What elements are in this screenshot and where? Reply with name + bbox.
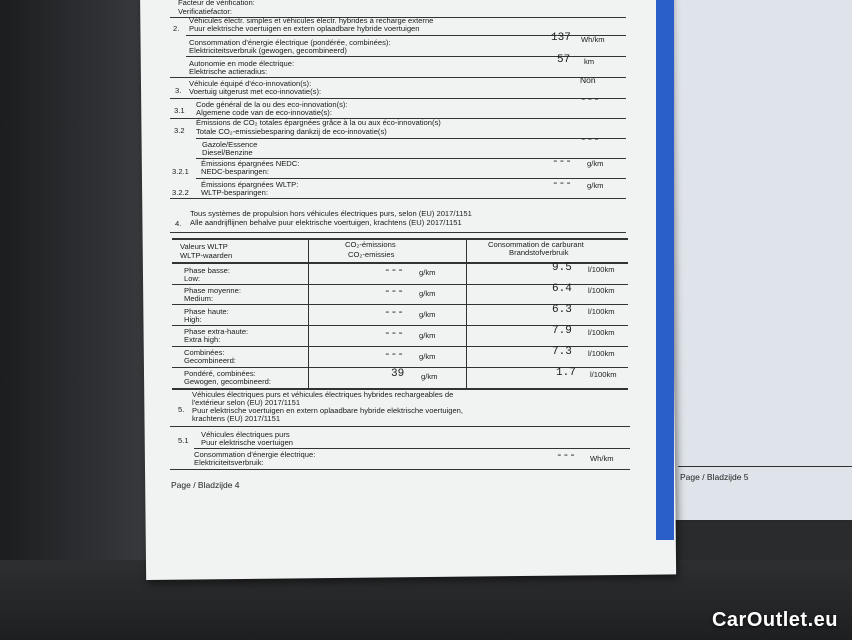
divider — [170, 77, 626, 78]
header-line-2: Verificatiefactor: — [178, 7, 233, 16]
row-label-nl: Gecombineerd: — [184, 356, 236, 365]
eco-innovation-value: Non — [580, 75, 596, 85]
nedc-nl: NEDC-besparingen: — [201, 167, 269, 176]
co2-unit: g/km — [419, 310, 436, 319]
co2-value: --- — [384, 265, 404, 277]
fuel-type-fr: Gazole/Essence — [202, 140, 258, 149]
fuel-value: 7.3 — [552, 346, 572, 358]
divider — [170, 426, 630, 427]
header-line-1: Facteur de vérification: — [178, 0, 255, 7]
section-3-nl: Voertuig uitgerust met eco-innovatie(s): — [189, 87, 322, 96]
co2-unit: g/km — [419, 331, 436, 340]
section-2-fr: Véhicules électr. simples et véhicules électr. hybrides à recharge externe — [189, 16, 434, 25]
fuel-unit: l/100km — [588, 265, 615, 274]
co2-unit: g/km — [419, 289, 436, 298]
range-unit: km — [584, 57, 595, 66]
fuel-value: 6.4 — [552, 283, 572, 295]
row-label-nl: Extra high: — [184, 335, 221, 344]
section-number: 3.2.1 — [172, 167, 189, 176]
fuel-unit: l/100km — [588, 328, 615, 337]
section-number: 3.2 — [174, 126, 185, 135]
table-header-fuel-fr: Consommation de carburant — [488, 240, 584, 249]
consumption-nl: Elektriciteitsverbruik (gewogen, gecombineerd) — [189, 46, 347, 55]
nedc-fr: Émissions épargnées NEDC: — [201, 159, 300, 168]
page-4-footer: Page / Bladzijde 4 — [171, 480, 240, 490]
co2-value: --- — [384, 328, 404, 340]
table-header-co2-fr: CO₂-émissions — [345, 240, 396, 249]
fuel-value: 6.3 — [552, 304, 572, 316]
row-label-fr: Pondéré, combinées: — [184, 369, 256, 378]
row-label-nl: Low: — [184, 274, 201, 283]
divider — [170, 232, 626, 233]
row-label-fr: Phase basse: — [184, 266, 231, 275]
section-3-2-fr: Émissions de CO₂ totales épargnées grâce à la ou aux éco-innovation(s) — [196, 118, 441, 127]
co2-unit: g/km — [421, 372, 438, 381]
nedc-value: --- — [552, 156, 572, 168]
range-fr: Autonomie en mode électrique: — [189, 59, 295, 68]
co2-value: --- — [384, 349, 404, 361]
section-number: 4. — [175, 219, 182, 228]
row-label-fr: Phase extra-haute: — [184, 327, 249, 336]
consumption-value: 137 — [551, 32, 571, 44]
section-number: 3.1 — [174, 106, 185, 115]
wltp-savings-value: --- — [552, 178, 572, 190]
fuel-unit: l/100km — [588, 349, 615, 358]
ev-consumption-unit: Wh/km — [590, 454, 614, 463]
fuel-unit: l/100km — [590, 370, 617, 379]
section-number: 3. — [175, 86, 182, 95]
divider — [170, 469, 630, 470]
section-4-nl: Alle aandrijflijnen behalve puur elektrische voertuigen, krachtens (EU) 2017/1151 — [190, 218, 462, 227]
co2-value: --- — [384, 307, 404, 319]
section-3-2-nl: Totale CO₂-emissiebesparing dankzij de eco-innovatie(s) — [196, 127, 387, 136]
ev-consumption-fr: Consommation d'énergie électrique: — [194, 450, 316, 459]
consumption-fr: Consommation d'énergie électrique (pondérée, combinées): — [189, 38, 391, 47]
divider — [170, 98, 626, 99]
co2-value: 39 — [391, 368, 405, 380]
page-5-footer: Page / Bladzijde 5 — [680, 472, 749, 482]
fuel-value: 9.5 — [552, 262, 572, 274]
section-4-fr: Tous systèmes de propulsion hors véhicules électriques purs, selon (EU) 2017/1151 — [190, 209, 472, 218]
section-5-nl-2: krachtens (EU) 2017/1151 — [192, 414, 281, 423]
divider — [170, 198, 626, 199]
section-5-1-fr: Véhicules électriques purs — [201, 430, 290, 439]
consumption-unit: Wh/km — [581, 35, 605, 44]
section-number: 3.2.2 — [172, 188, 189, 197]
row-label-fr: Combinées: — [184, 348, 225, 357]
ev-consumption-value: --- — [556, 450, 576, 462]
fuel-type-nl: Diesel/Benzine — [202, 148, 253, 157]
section-2-nl: Puur elektrische voertuigen en extern oplaadbare hybride voertuigen — [189, 24, 420, 33]
range-nl: Elektrische actieradius: — [189, 67, 268, 76]
table-header-fuel-nl: Brandstofverbruik — [509, 248, 569, 257]
fuel-unit: l/100km — [588, 286, 615, 295]
table-header-co2-nl: CO₂-emissies — [348, 250, 395, 259]
section-5-fr-2: l'extérieur selon (EU) 2017/1151 — [192, 398, 301, 407]
section-number: 2. — [173, 24, 180, 33]
range-value: 57 — [557, 54, 571, 66]
caroutlet-watermark: CarOutlet.eu — [711, 609, 838, 631]
section-5-fr-1: Véhicules électriques purs et véhicules électriques hybrides rechargeables de — [192, 390, 454, 399]
table-header-values-nl: WLTP-waarden — [180, 251, 233, 260]
fuel-value: 1.7 — [556, 367, 576, 379]
wltp-savings-fr: Émissions épargnées WLTP: — [201, 180, 299, 189]
fuel-value: 7.9 — [552, 325, 572, 337]
row-label-nl: Medium: — [184, 294, 214, 303]
co2-value: --- — [384, 286, 404, 298]
wltp-savings-unit: g/km — [587, 181, 604, 190]
section-3-1-nl: Algemene code van de eco-innovatie(s): — [196, 108, 332, 117]
table-header-values-fr: Valeurs WLTP — [180, 242, 228, 251]
row-label-nl: Gewogen, gecombineerd: — [184, 377, 271, 386]
eco-savings-value: --- — [580, 134, 600, 146]
section-3-1-fr: Code général de la ou des eco-innovation(s): — [196, 100, 348, 109]
section-5-nl-1: Puur elektrische voertuigen en extern oplaadbare hybride elektrische voertuigen, — [192, 406, 464, 415]
fuel-unit: l/100km — [588, 307, 615, 316]
ev-consumption-nl: Elektriciteitsverbruik: — [194, 458, 264, 467]
row-label-fr: Phase moyenne: — [184, 286, 241, 295]
section-number: 5.1 — [178, 436, 189, 445]
section-number: 5. — [178, 405, 185, 414]
co2-unit: g/km — [419, 352, 436, 361]
divider — [194, 448, 630, 449]
nedc-unit: g/km — [587, 159, 604, 168]
co2-unit: g/km — [419, 268, 436, 277]
divider — [196, 138, 626, 139]
row-label-fr: Phase haute: — [184, 307, 229, 316]
eco-code-value: --- — [580, 94, 600, 106]
wltp-savings-nl: WLTP-besparingen: — [201, 188, 268, 197]
row-label-nl: High: — [184, 315, 202, 324]
section-3-fr: Véhicule équipé d'éco-innovation(s): — [189, 79, 312, 88]
section-5-1-nl: Puur elektrische voertuigen — [201, 438, 294, 447]
